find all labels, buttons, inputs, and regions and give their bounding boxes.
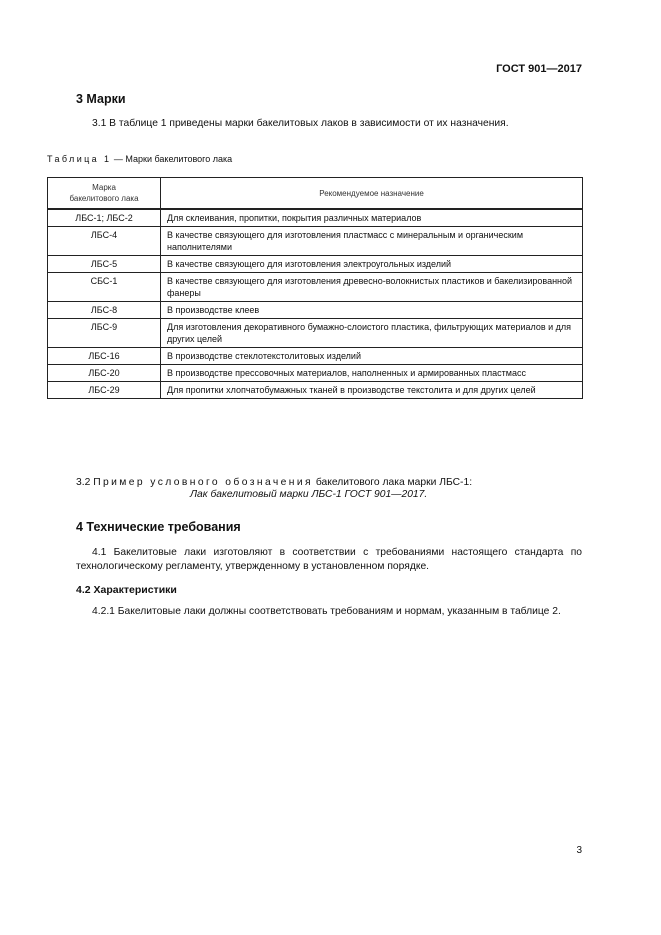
table-row [48, 348, 583, 365]
grade-cell: ЛБС-8 [48, 302, 161, 319]
table-1-caption [47, 154, 232, 164]
table-row [48, 302, 583, 319]
page-number: 3 [576, 845, 582, 856]
header-grade-line1: Марка [92, 183, 116, 192]
paragraph-4-2-1: 4.2.1 Бакелитовые лаки должны соответствовать требованиям и нормам, указанным в таблице 2. [92, 606, 561, 617]
table-row [48, 382, 583, 399]
header-grade-line2: бакелитового лака [69, 194, 139, 203]
table-row [48, 256, 583, 273]
section-3-title: 3 Марки [76, 92, 126, 106]
example-rest: бакелитового лака марки ЛБС-1: [312, 477, 473, 488]
table-1-caption-prefix: Таблица 1 [47, 154, 112, 164]
table-header-row [48, 178, 583, 210]
purpose-cell: В производстве стеклотекстолитовых изделий [161, 348, 583, 365]
grade-cell: ЛБС-1; ЛБС-2 [48, 209, 161, 227]
purpose-cell: Для пропитки хлопчатобумажных тканей в производстве текстолита и для других целей [161, 382, 583, 399]
grade-cell: ЛБС-4 [48, 227, 161, 256]
section-4-title: 4 Технические требования [76, 520, 241, 534]
purpose-cell: В качестве связующего для изготовления пластмасс с минеральным и органическим наполнителями [161, 227, 583, 256]
purpose-cell: Для изготовления декоративного бумажно-слоистого пластика, фильтрующих материалов и для других целей [161, 319, 583, 348]
purpose-cell: В производстве клеев [161, 302, 583, 319]
grade-cell: СБС-1 [48, 273, 161, 302]
table-row [48, 319, 583, 348]
example-designation: Лак бакелитовый марки ЛБС-1 ГОСТ 901—2017. [190, 489, 428, 500]
table-row [48, 273, 583, 302]
grades-table [47, 177, 583, 399]
table-row [48, 365, 583, 382]
header-grade [48, 178, 161, 210]
purpose-cell: Для склеивания, пропитки, покрытия различных материалов [161, 209, 583, 227]
purpose-cell: В производстве прессовочных материалов, наполненных и армированных пластмасс [161, 365, 583, 382]
grade-cell: ЛБС-9 [48, 319, 161, 348]
grade-cell: ЛБС-5 [48, 256, 161, 273]
table-row [48, 227, 583, 256]
subsection-4-2-title: 4.2 Характеристики [76, 584, 177, 596]
purpose-cell: В качестве связующего для изготовления древесно-волокнистых пластиков и бакелизированной фанеры [161, 273, 583, 302]
grade-cell: ЛБС-16 [48, 348, 161, 365]
example-number: 3.2 [76, 477, 91, 488]
standard-header: ГОСТ 901—2017 [496, 63, 582, 75]
paragraph-4-1: 4.1 Бакелитовые лаки изготовляют в соответствии с требованиями настоящего стандарта по технологическому регламенту, утвержденному в установленном порядке. [76, 547, 582, 572]
purpose-cell: В качестве связующего для изготовления электроугольных изделий [161, 256, 583, 273]
table-1-caption-title: — Марки бакелитового лака [111, 154, 233, 164]
example-line [76, 476, 472, 490]
table-row [48, 209, 583, 227]
grade-cell: ЛБС-29 [48, 382, 161, 399]
paragraph-3-1: 3.1 В таблице 1 приведены марки бакелитовых лаков в зависимости от их назначения. [92, 118, 509, 129]
grade-cell: ЛБС-20 [48, 365, 161, 382]
header-purpose: Рекомендуемое назначение [161, 178, 583, 210]
example-spaced-label: Пример условного обозначения [93, 477, 313, 488]
